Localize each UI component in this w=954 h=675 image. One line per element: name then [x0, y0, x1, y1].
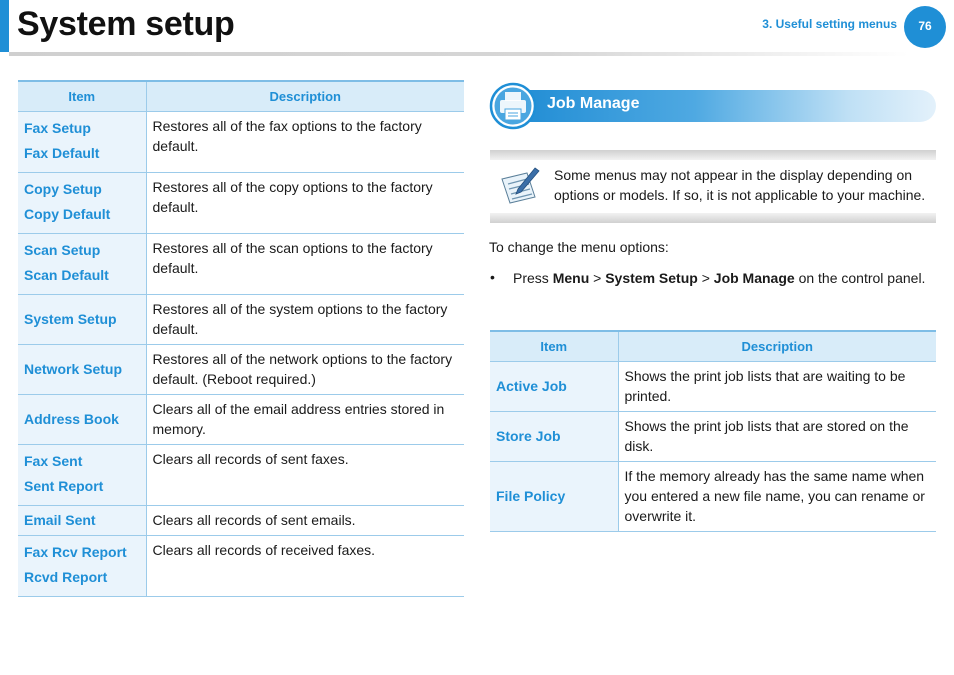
table-row — [18, 233, 464, 294]
description-cell: Shows the print job lists that are stored on the disk. — [618, 411, 936, 461]
item-label: Scan Setup — [24, 241, 101, 258]
table-row — [490, 361, 936, 411]
description-cell: Restores all of the network options to the factory default. (Reboot required.) — [146, 344, 464, 394]
item-cell — [18, 172, 146, 233]
section-title: Job Manage — [547, 95, 640, 112]
item-cell: Network Setup — [18, 344, 146, 394]
item-label: Copy Setup — [24, 180, 102, 197]
step-text: Press — [513, 270, 553, 286]
description-cell: Restores all of the scan options to the factory default. — [146, 233, 464, 294]
table-row — [18, 344, 464, 394]
section-label: 3. Useful setting menus — [762, 17, 897, 31]
menu-path-system-setup: System Setup — [605, 270, 698, 286]
item-label: Scan Default — [24, 267, 109, 283]
item-cell: File Policy — [490, 461, 618, 531]
item-cell — [18, 233, 146, 294]
description-cell: Shows the print job lists that are waiting to be printed. — [618, 361, 936, 411]
item-cell — [18, 111, 146, 172]
printer-icon — [489, 82, 537, 130]
header-accent-bar — [0, 0, 9, 52]
step-separator: > — [589, 270, 606, 286]
description-cell: Clears all records of received faxes. — [146, 535, 464, 596]
note-top-rule — [490, 150, 936, 160]
header-divider — [9, 52, 909, 56]
column-header-description: Description — [146, 81, 464, 111]
item-label: Copy Default — [24, 206, 111, 222]
item-cell: Address Book — [18, 394, 146, 444]
description-cell: Restores all of the copy options to the factory default. — [146, 172, 464, 233]
table-row — [490, 411, 936, 461]
instructions-intro: To change the menu options: — [489, 239, 669, 255]
table-row — [18, 294, 464, 344]
step-separator: > — [697, 270, 714, 286]
bullet-marker: • — [490, 269, 495, 285]
description-cell: If the memory already has the same name when you entered a new file name, you can rename or overwrite it. — [618, 461, 936, 531]
column-header-item: Item — [18, 81, 146, 111]
item-label: Sent Report — [24, 478, 104, 494]
description-cell: Clears all records of sent faxes. — [146, 444, 464, 505]
column-header-item: Item — [490, 331, 618, 361]
item-label: Fax Rcv Report — [24, 543, 127, 560]
item-cell: System Setup — [18, 294, 146, 344]
menu-path-job-manage: Job Manage — [713, 270, 795, 286]
reset-options-table — [18, 80, 464, 597]
table-row — [18, 111, 464, 172]
page-number-badge: 76 — [904, 6, 946, 48]
note-pencil-icon — [499, 165, 541, 205]
table-row — [18, 444, 464, 505]
description-cell: Restores all of the fax options to the factory default. — [146, 111, 464, 172]
page-title: System setup — [17, 5, 235, 43]
note-text: Some menus may not appear in the display depending on options or models. If so, it is not applicable to your machine. — [554, 167, 926, 203]
item-label: Fax Sent — [24, 452, 83, 469]
item-cell: Email Sent — [18, 505, 146, 535]
item-cell — [18, 444, 146, 505]
step-text: on the control panel. — [794, 270, 926, 286]
description-cell: Clears all records of sent emails. — [146, 505, 464, 535]
menu-path-menu: Menu — [552, 270, 590, 286]
item-cell: Active Job — [490, 361, 618, 411]
job-manage-table — [490, 330, 936, 532]
table-row — [490, 461, 936, 531]
table-row — [18, 505, 464, 535]
item-cell: Store Job — [490, 411, 618, 461]
description-cell: Restores all of the system options to the factory default. — [146, 294, 464, 344]
instruction-step — [513, 268, 933, 288]
item-cell — [18, 535, 146, 596]
item-label: Fax Default — [24, 145, 100, 161]
description-cell: Clears all of the email address entries stored in memory. — [146, 394, 464, 444]
note-bottom-rule — [490, 213, 936, 223]
item-label: Rcvd Report — [24, 569, 108, 585]
item-label: Fax Setup — [24, 119, 91, 136]
table-row — [18, 394, 464, 444]
table-row — [18, 535, 464, 596]
table-row — [18, 172, 464, 233]
column-header-description: Description — [618, 331, 936, 361]
